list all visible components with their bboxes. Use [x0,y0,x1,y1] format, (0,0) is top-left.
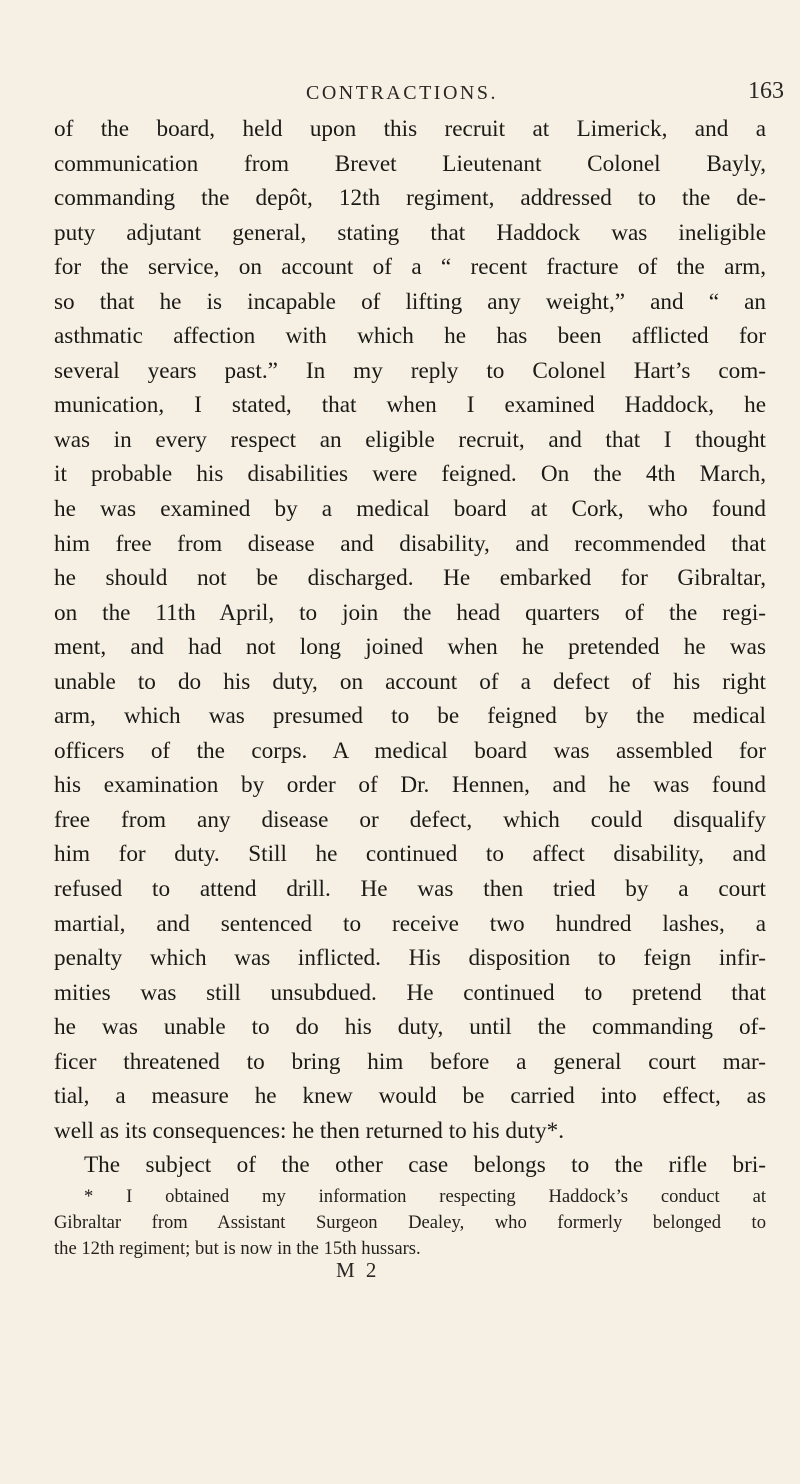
text-line: ficer threatened to bring him before a general court mar- [54,1048,766,1075]
text-line: refused to attend drill. He was then tried by a court [54,876,766,903]
text-line: he was examined by a medical board at Cork, who found [54,496,766,523]
text-line: munication, I stated, that when I examined Haddock, he [54,392,766,419]
text-line: free from any disease or defect, which could disqualify [54,806,766,833]
text-line: arm, which was presumed to be feigned by the medical [54,703,766,730]
text-line: ment, and had not long joined when he pretended he was [54,634,766,661]
text-line: commanding the depôt, 12th regiment, addressed to the de- [54,185,766,212]
text-line: communication from Brevet Lieutenant Colonel Bayly, [54,150,766,177]
text-line: so that he is incapable of lifting any weight,” and “ an [54,288,766,315]
text-line: penalty which was inflicted. His disposition to feign infir- [54,945,766,972]
text-line: he should not be discharged. He embarked for Gibraltar, [54,565,766,592]
text-line: was in every respect an eligible recruit, and that I thought [54,426,766,453]
signature-mark: M 2 [336,1258,380,1282]
text-line: officers of the corps. A medical board was assembled for [54,737,766,764]
text-line: several years past.” In my reply to Colonel Hart’s com- [54,357,766,384]
footnote-line: the 12th regiment; but is now in the 15th hussars. [54,1238,421,1259]
text-line: on the 11th April, to join the head quarters of the regi- [54,599,766,626]
text-line: puty adjutant general, stating that Haddock was ineligible [54,219,766,246]
text-line: martial, and sentenced to receive two hundred lashes, a [54,910,766,937]
footnote-line: Gibraltar from Assistant Surgeon Dealey, who formerly belonged to [54,1212,766,1233]
page-number: 163 [748,78,784,104]
text-line: of the board, held upon this recruit at Limerick, and a [54,116,766,142]
text-line: it probable his disabilities were feigned. On the 4th March, [54,461,766,488]
text-line: for the service, on account of a “ recent fracture of the arm, [54,254,766,281]
text-line: tial, a measure he knew would be carried into effect, as [54,1083,766,1110]
footnote-line: * I obtained my information respecting Haddock’s conduct at [84,1186,766,1207]
body-text [54,112,766,1183]
text-line: well as its consequences: he then returned to his duty*. [54,1117,565,1144]
text-line: him free from disease and disability, and recommended that [54,530,766,557]
footnote [54,1184,766,1262]
text-line: The subject of the other case belongs to the rifle bri- [84,1152,766,1179]
text-line: him for duty. Still he continued to affect disability, and [54,841,766,868]
text-line: mities was still unsubdued. He continued to pretend that [54,979,766,1006]
running-head: CONTRACTIONS. [306,82,498,104]
text-line: unable to do his duty, on account of a defect of his right [54,668,766,695]
text-line: asthmatic affection with which he has been afflicted for [54,323,766,350]
text-line: he was unable to do his duty, until the commanding of- [54,1014,766,1041]
text-line: his examination by order of Dr. Hennen, and he was found [54,772,766,799]
